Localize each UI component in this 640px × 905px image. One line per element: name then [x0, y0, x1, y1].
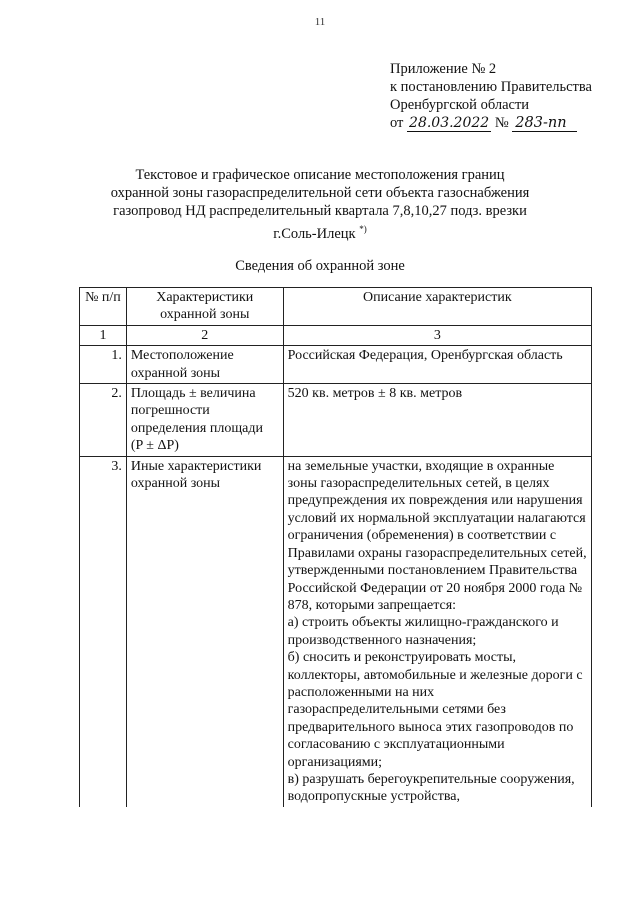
section-title: Сведения об охранной зоне: [235, 258, 405, 274]
page-number: 11: [314, 16, 326, 28]
description-item-a: а) строить объекты жилищно-гражданского и производственного назначения;: [287, 615, 559, 648]
appendix-line-2: к постановлению Правительства: [390, 79, 592, 95]
row-characteristic: Иные характеристики охранной зоны: [126, 456, 283, 807]
row-number: 3.: [80, 456, 127, 807]
row-number: 2.: [80, 384, 127, 457]
handwritten-date: 28.03.2022: [409, 115, 490, 131]
title-line-1: Текстовое и графическое описание местоположения границ: [135, 167, 505, 183]
row-description: [283, 456, 591, 807]
number-prefix: №: [494, 115, 509, 131]
row-characteristic: Площадь ± величина погрешности определения площади (P ± ΔP): [126, 384, 283, 457]
header-characteristic: Характеристики охранной зоны: [126, 288, 283, 326]
row-number: 1.: [80, 346, 127, 384]
description-paragraph: на земельные участки, входящие в охранные зоны газораспределительных сетей, в целях предупреждения их повреждения или нарушения условий их нормальной эксплуатации налагаются ограничения (обременения) в соответствии с Правилами охраны газораспределительных сетей, утвержденными постановлением Правительства Российской Федерации от 20 ноября 2000 года № 878, которыми запрещается:: [287, 458, 587, 613]
footnote-mark: *): [359, 224, 367, 234]
table-row: [80, 346, 592, 384]
date-prefix: от: [390, 115, 404, 131]
title-city: г.Соль-Илецк: [273, 225, 356, 242]
header-description: Описание характеристик: [283, 288, 591, 326]
table-header-row: [80, 288, 592, 326]
appendix-date-line: [390, 114, 592, 132]
index-cell: 1: [80, 325, 127, 345]
table-row: [80, 456, 592, 807]
description-item-v: в) разрушать берегоукрепительные сооружения, водопропускные устройства,: [287, 771, 575, 805]
title-line-3: газопровод НД распределительный квартала 7,8,10,27 подз. врезки: [113, 203, 527, 219]
index-cell: 2: [126, 325, 283, 345]
document-title: [60, 166, 580, 243]
table-row: [80, 384, 592, 457]
header-number: № п/п: [80, 288, 127, 326]
appendix-line-1: Приложение № 2: [390, 61, 497, 77]
title-line-2: охранной зоны газораспределительной сети объекта газоснабжения: [110, 185, 530, 201]
row-description: 520 кв. метров ± 8 кв. метров: [283, 384, 591, 457]
row-characteristic: Местоположение охранной зоны: [126, 346, 283, 384]
index-cell: 3: [283, 325, 591, 345]
table-index-row: [80, 325, 592, 345]
zone-info-table: [79, 287, 592, 807]
description-item-b: б) сносить и реконструировать мосты, коллекторы, автомобильные и железные дороги с расположенными на них газораспределительными сетями без предварительного выноса этих газопроводов по согласованию с эксплуатационными организациями;: [287, 650, 583, 770]
title-line-4: [60, 220, 580, 243]
row-description: Российская Федерация, Оренбургская область: [283, 346, 591, 384]
handwritten-number: 283-пп: [512, 115, 576, 132]
appendix-line-3: Оренбургской области: [390, 97, 530, 113]
appendix-block: [390, 60, 592, 132]
